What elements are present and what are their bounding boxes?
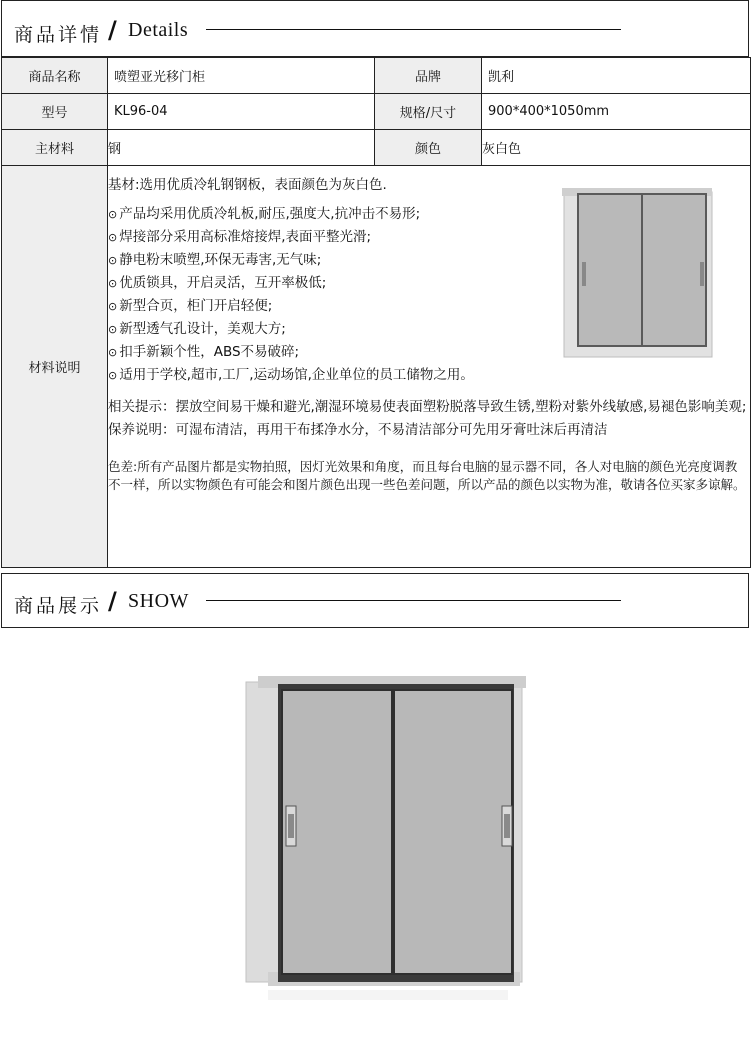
show-header-rule bbox=[206, 600, 621, 601]
brand-label: 品牌 bbox=[375, 58, 482, 94]
bullet-text: 焊接部分采用高标准熔接焊,表面平整光滑; bbox=[119, 229, 372, 245]
desc-label: 材料说明 bbox=[2, 166, 108, 568]
bullet-text: 适用于学校,超市,工厂,运动场馆,企业单位的员工储物之用。 bbox=[119, 367, 474, 383]
desc-bullet bbox=[108, 341, 748, 364]
bullet-text: 新型合页，柜门开启轻便; bbox=[119, 298, 273, 314]
bullet-text: 新型透气孔设计，美观大方; bbox=[119, 321, 286, 337]
material-value: 钢 bbox=[108, 130, 375, 166]
details-header-slash: / bbox=[108, 16, 117, 44]
desc-bullet bbox=[108, 203, 748, 226]
color-label: 颜色 bbox=[375, 130, 482, 166]
desc-bullet bbox=[108, 272, 748, 295]
bullet-symbol-icon: ⊙ bbox=[108, 369, 118, 382]
desc-color-note: 色差:所有产品图片都是实物拍照，因灯光效果和角度，而且每台电脑的显示器不同，各人对电脑的颜色光亮度调教不一样，所以实物颜色有可能会和图片颜色出现一些色差问题，所以产品的颜色以实物为准，敬请各位买家多谅解。 bbox=[108, 459, 746, 492]
bullet-symbol-icon: ⊙ bbox=[108, 277, 118, 290]
details-header-rule bbox=[206, 29, 621, 30]
details-header-cn: 商品详情 bbox=[14, 24, 103, 46]
desc-tip: 相关提示：摆放空间易干燥和避光,潮湿环境易使表面塑粉脱落导致生锈,塑粉对紫外线敏感,易褪色影响美观; bbox=[108, 399, 747, 415]
desc-bullet bbox=[108, 295, 748, 318]
desc-bullet bbox=[108, 318, 748, 341]
show-header-slash: / bbox=[108, 587, 117, 615]
bullet-text: 扣手新颖个性，ABS不易破碎; bbox=[119, 344, 300, 360]
bullet-symbol-icon: ⊙ bbox=[108, 208, 118, 221]
name-value: 喷塑亚光移门柜 bbox=[108, 58, 375, 94]
cabinet-photo bbox=[238, 672, 538, 1032]
bullet-text: 优质锁具，开启灵活，互开率极低; bbox=[119, 275, 327, 291]
bullet-symbol-icon: ⊙ bbox=[108, 300, 118, 313]
spec-row-description bbox=[2, 166, 751, 568]
spec-table bbox=[1, 57, 751, 568]
desc-bullet bbox=[108, 364, 748, 387]
desc-maintenance: 保养说明：可湿布清洁，再用干布揉净水分，不易清洁部分可先用牙膏吐沫后再清洁 bbox=[108, 422, 608, 438]
color-value: 灰白色 bbox=[482, 130, 751, 166]
model-value: KL96-04 bbox=[108, 94, 375, 130]
spec-row-model bbox=[2, 94, 751, 130]
brand-value: 凯利 bbox=[482, 58, 751, 94]
show-header bbox=[1, 573, 749, 628]
desc-bullet bbox=[108, 249, 748, 272]
show-header-en: SHOW bbox=[128, 590, 189, 612]
desc-cell bbox=[108, 166, 751, 568]
bullet-text: 静电粉末喷塑,环保无毒害,无气味; bbox=[119, 252, 322, 268]
bullet-symbol-icon: ⊙ bbox=[108, 231, 118, 244]
desc-content bbox=[108, 166, 750, 566]
name-label: 商品名称 bbox=[2, 58, 108, 94]
bullet-text: 产品均采用优质冷轧板,耐压,强度大,抗冲击不易形; bbox=[119, 206, 421, 222]
material-label: 主材料 bbox=[2, 130, 108, 166]
spec-row-name bbox=[2, 58, 751, 94]
desc-base: 基材:选用优质冷轧钢钢板，表面颜色为灰白色. bbox=[108, 177, 387, 193]
size-value: 900*400*1050mm bbox=[482, 94, 751, 130]
spec-row-material bbox=[2, 130, 751, 166]
desc-bullet bbox=[108, 226, 748, 249]
details-header-en: Details bbox=[128, 19, 189, 41]
bullet-symbol-icon: ⊙ bbox=[108, 323, 118, 336]
show-header-cn: 商品展示 bbox=[14, 595, 103, 617]
details-header bbox=[1, 0, 749, 57]
bullet-symbol-icon: ⊙ bbox=[108, 346, 118, 359]
size-label: 规格/尺寸 bbox=[375, 94, 482, 130]
bullet-symbol-icon: ⊙ bbox=[108, 254, 118, 267]
model-label: 型号 bbox=[2, 94, 108, 130]
desc-bullets bbox=[108, 203, 748, 387]
